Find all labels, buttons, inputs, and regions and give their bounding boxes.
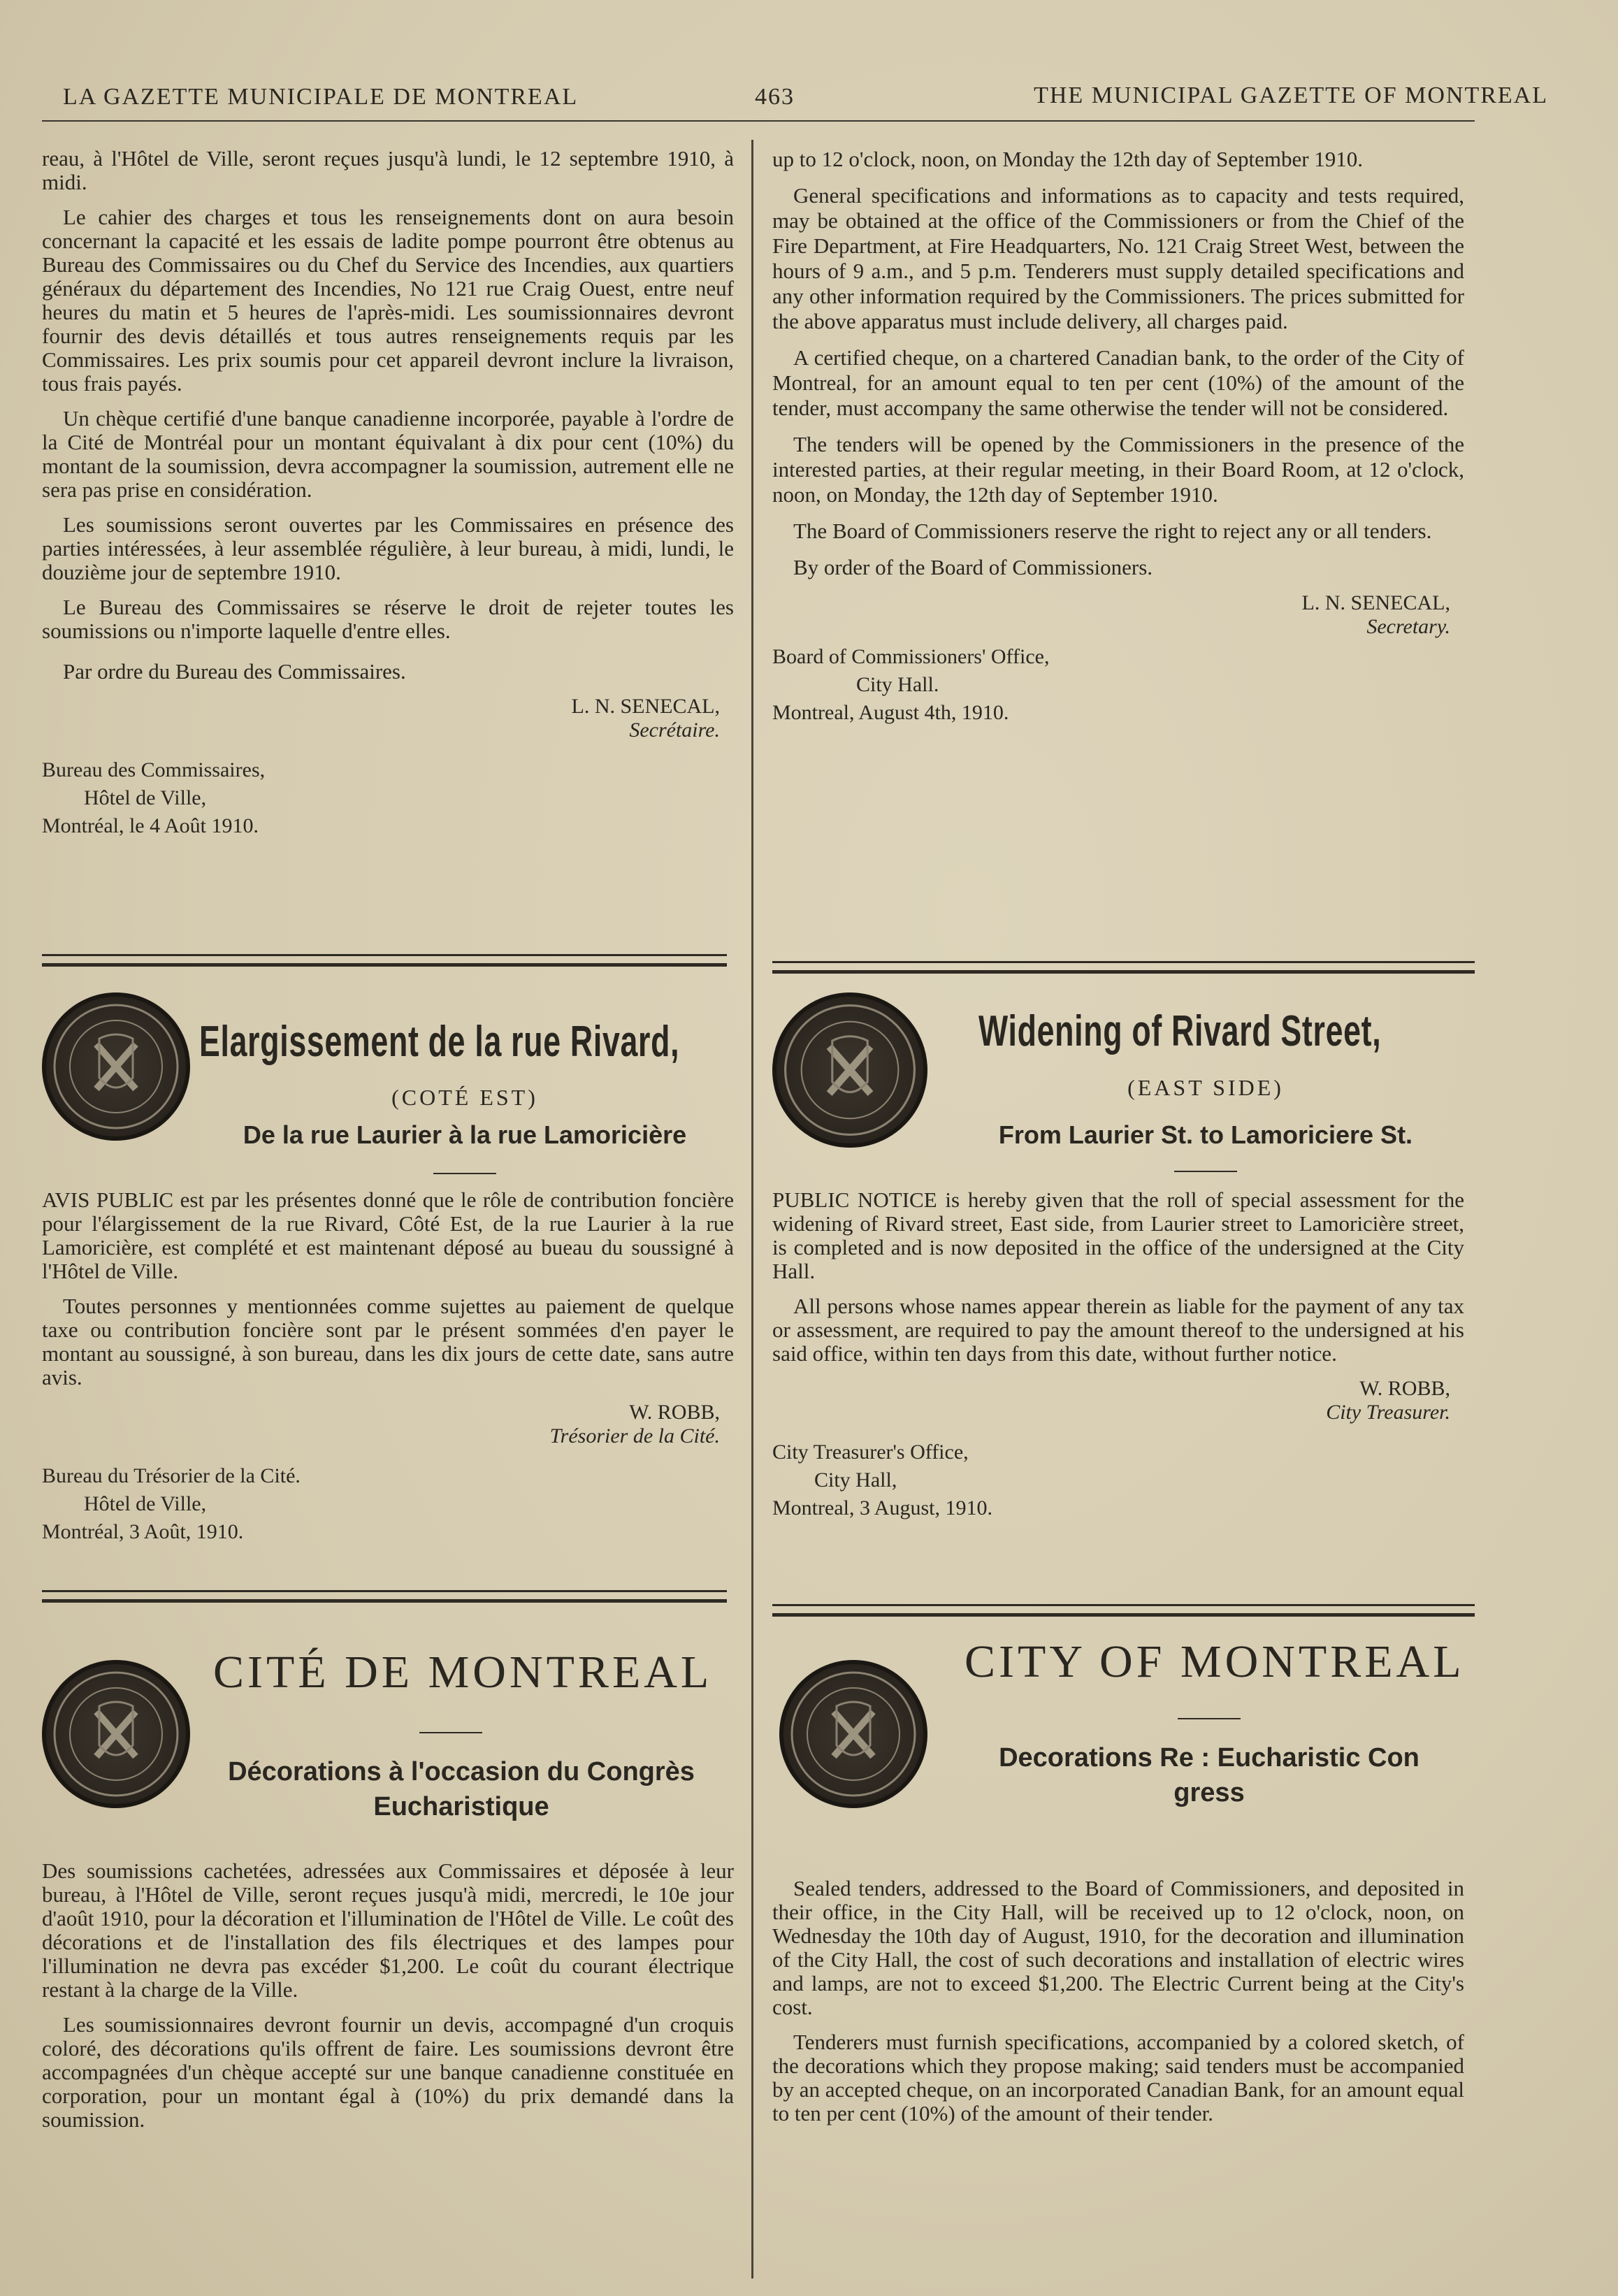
address-line: Hôtel de Ville, [84,1492,207,1515]
signer-name: W. ROBB, [629,1401,720,1424]
paragraph: General specifications and informations as to capacity and tests required, may be obtained at the office of the Commissioners or from the Chief of the Fire Department, at Fire Headquarters, No. 121 Craig Street West, between the hours of 9 a.m., and 5 p.m. Tenderers must supply detailed specifications and any other information required by the Commissioners. The prices submitted for the above apparatus must include delivery, all charges paid. [772,183,1464,333]
notice-subtitle: Décorations à l'occasion du Congrès Eucharistique [228,1757,695,1821]
address-line: Bureau du Trésorier de la Cité. [42,1464,301,1487]
notice-subtitle: (COTÉ EST) [391,1085,538,1110]
section-rule [772,961,1475,974]
rivard-fr-body [42,1188,734,1546]
address-line: Montreal, 3 August, 1910. [772,1496,992,1519]
signer-name: L. N. SENECAL, [1301,591,1450,614]
seal-emblem-icon [46,997,186,1136]
paragraph: Un chèque certifié d'une banque canadienne incorporée, payable à l'ordre de la Cité de Montréal pour un montant équivalant à dix pour cent (10%) du montant de la soumission, devra accompagner la soumission, autrement elle ne sera pas prise en considération. [42,406,734,502]
notice-subtitle: (EAST SIDE) [1127,1075,1284,1100]
signer-title: Trésorier de la Cité. [549,1424,720,1447]
short-rule [419,1732,482,1733]
signer-title: City Treasurer. [1326,1401,1450,1424]
notice-subtitle: Decorations Re : Eucharistic Con gress [999,1743,1420,1807]
paragraph: up to 12 o'clock, noon, on Monday the 12th day of September 1910. [772,147,1364,171]
notice-title: Widening of Rivard Street, [978,1007,1382,1055]
address-block [772,1438,1464,1522]
paragraph: AVIS PUBLIC est par les présentes donné que le rôle de contribution foncière pour l'élargissement de la rue Rivard, Côté Est, de la rue Laurier à la rue Lamoricière, est complété et est maintenant déposé au bueau du soussigné à l'Hôtel de Ville. [42,1187,734,1283]
paragraph: Le Bureau des Commissaires se réserve le droit de rejeter toutes les soumissions ou n'importe laquelle d'entre elles. [42,595,734,643]
fire-tender-en [772,147,1464,727]
notice-title: CITY OF MONTREAL [965,1636,1465,1687]
short-rule [1178,1718,1241,1719]
paragraph: Tenderers must furnish specifications, accompanied by a colored sketch, of the decorations which they propose making; said tenders must be accompanied by an accepted cheque, on an incorporated Canadian Bank, for an amount equal to ten per cent (10%) of the amount of their tender. [772,2030,1464,2125]
address-line: Montréal, 3 Août, 1910. [42,1520,244,1543]
signature-block [772,1377,1450,1424]
paragraph: Sealed tenders, addressed to the Board of Commissioners, and deposited in their office, in the City Hall, will be received up to 12 o'clock, noon, on Wednesday the 10th day of August, 1910, for the decoration and illumination of the City Hall, the cost of such decorations and installation of electric wires and lamps, are not to exceed $1,200. The Electric Current being at the City's cost. [772,1876,1464,2019]
signer-title: Secretary. [1366,615,1450,638]
column-divider [751,140,753,2279]
city-seal-icon [42,1660,190,1808]
city-seal-icon [772,992,927,1148]
decor-fr-body [42,1859,734,2143]
notice-subtitle-2: De la rue Laurier à la rue Lamoricière [243,1120,687,1149]
notice-title: CITÉ DE MONTREAL [213,1647,713,1698]
paragraph: The Board of Commissioners reserve the right to reject any or all tenders. [793,519,1432,543]
section-rule [42,954,727,967]
fire-tender-fr [42,147,734,840]
signature-block [772,591,1450,639]
city-seal-icon [779,1660,927,1808]
notice-title: Elargissement de la rue Rivard, [199,1018,680,1066]
seal-emblem-icon [46,1664,186,1804]
seal-emblem-icon [777,997,923,1143]
paragraph: Le cahier des charges et tous les renseignements dont on aura besoin concernant la capacité et les essais de ladite pompe pourront être obtenus au Bureau des Commissaires ou du Chef du Service des Incendies, aux quartiers généraux du département des Incendies, No 121 rue Craig Ouest, entre neuf heures du matin et 5 heures de l'après-midi. Les soumissionnaires devront fournir des devis détaillés et tous autres renseignements requis par les Commissaires. Les prix soumis pour cet appareil devront inclure la livraison, tous frais payés. [42,205,734,396]
address-block [42,756,734,840]
paragraph: Les soumissions seront ouvertes par les Commissaires en présence des parties intéressées, à leur assemblée régulière, à leur bureau, à midi, lundi, le douzième jour de septembre 1910. [42,512,734,584]
section-rule [772,1604,1475,1617]
seal-emblem-icon [783,1664,923,1804]
notice-subtitle-2: From Laurier St. to Lamoriciere St. [998,1120,1413,1149]
page-number: 463 [755,84,795,110]
signature-block [42,695,720,742]
paragraph: reau, à l'Hôtel de Ville, seront reçues jusqu'à lundi, le 12 septembre 1910, à midi. [42,146,734,194]
paragraph: Des soumissions cachetées, adressées aux Commissaires et déposée à leur bureau, à l'Hôtel de Ville, seront reçues jusqu'à midi, mercredi, le 10e jour d'août 1910, pour la décoration et l'illumination de l'Hôtel de Ville. Le coût des décorations et de l'installation des fils électriques et des lampes pour l'illumination ne devra pas excéder $1,200. Le coût du courant électrique restant à la charge de la Ville. [42,1858,734,2002]
header-left-title: LA GAZETTE MUNICIPALE DE MONTREAL [63,84,579,110]
header-rule [42,120,1475,122]
short-rule [1174,1171,1237,1172]
address-line: Board of Commissioners' Office, [772,645,1050,668]
decor-en-body [772,1877,1464,2137]
paragraph: A certified cheque, on a chartered Canadian bank, to the order of the City of Montreal, for an amount equal to ten per cent (10%) of the amount of the tender, must accompany the same otherwise the tender will not be considered. [772,345,1464,420]
short-rule [433,1173,496,1174]
paragraph: PUBLIC NOTICE is hereby given that the roll of special assessment for the widening of Rivard street, East side, from Laurier street to Lamoricière street, is completed and is now deposited in the office of the undersigned at the City Hall. [772,1187,1464,1283]
signer-name: W. ROBB, [1359,1377,1450,1400]
address-block [772,643,1464,727]
header-right-title: THE MUNICIPAL GAZETTE OF MONTREAL [1034,82,1548,108]
paragraph: Toutes personnes y mentionnées comme sujettes au paiement de quelque taxe ou contribution foncière sont par le présent sommées d'en payer le montant au soussigné, à son bureau, dans les dix jours de cette date, sans autre avis. [42,1294,734,1389]
address-line: City Hall. [856,673,939,696]
paragraph: Par ordre du Bureau des Commissaires. [63,659,406,684]
signer-name: L. N. SENECAL, [571,695,720,718]
address-block [42,1462,734,1546]
address-line: Hôtel de Ville, [84,786,207,809]
signature-block [42,1401,720,1448]
address-line: City Treasurer's Office, [772,1441,969,1464]
address-line: Montréal, le 4 Août 1910. [42,814,259,837]
section-rule [42,1590,727,1603]
rivard-en-body [772,1188,1464,1522]
signer-title: Secrétaire. [629,719,720,742]
city-seal-icon [42,992,190,1141]
address-line: Bureau des Commissaires, [42,758,266,781]
address-line: City Hall, [814,1468,897,1492]
paragraph: Les soumissionnaires devront fournir un devis, accompagné d'un croquis coloré, des décorations qu'ils offrent de faire. Les soumissions devront être accompagnées d'un chèque accepté sur une banque canadienne constituée en corporation, pour un montant égal à (10%) du prix demandé dans la soumission. [42,2012,734,2132]
paragraph: All persons whose names appear therein as liable for the payment of any tax or assessment, are required to pay the amount thereof to the undersigned at his said office, within ten days from this date, without further notice. [772,1294,1464,1366]
paragraph: The tenders will be opened by the Commissioners in the presence of the interested parties, at their regular meeting, in their Board Room, at 12 o'clock, noon, on Monday, the 12th day of September 1910. [772,432,1464,507]
address-line: Montreal, August 4th, 1910. [772,701,1009,724]
paragraph: By order of the Board of Commissioners. [793,555,1153,579]
running-header [49,77,1569,119]
